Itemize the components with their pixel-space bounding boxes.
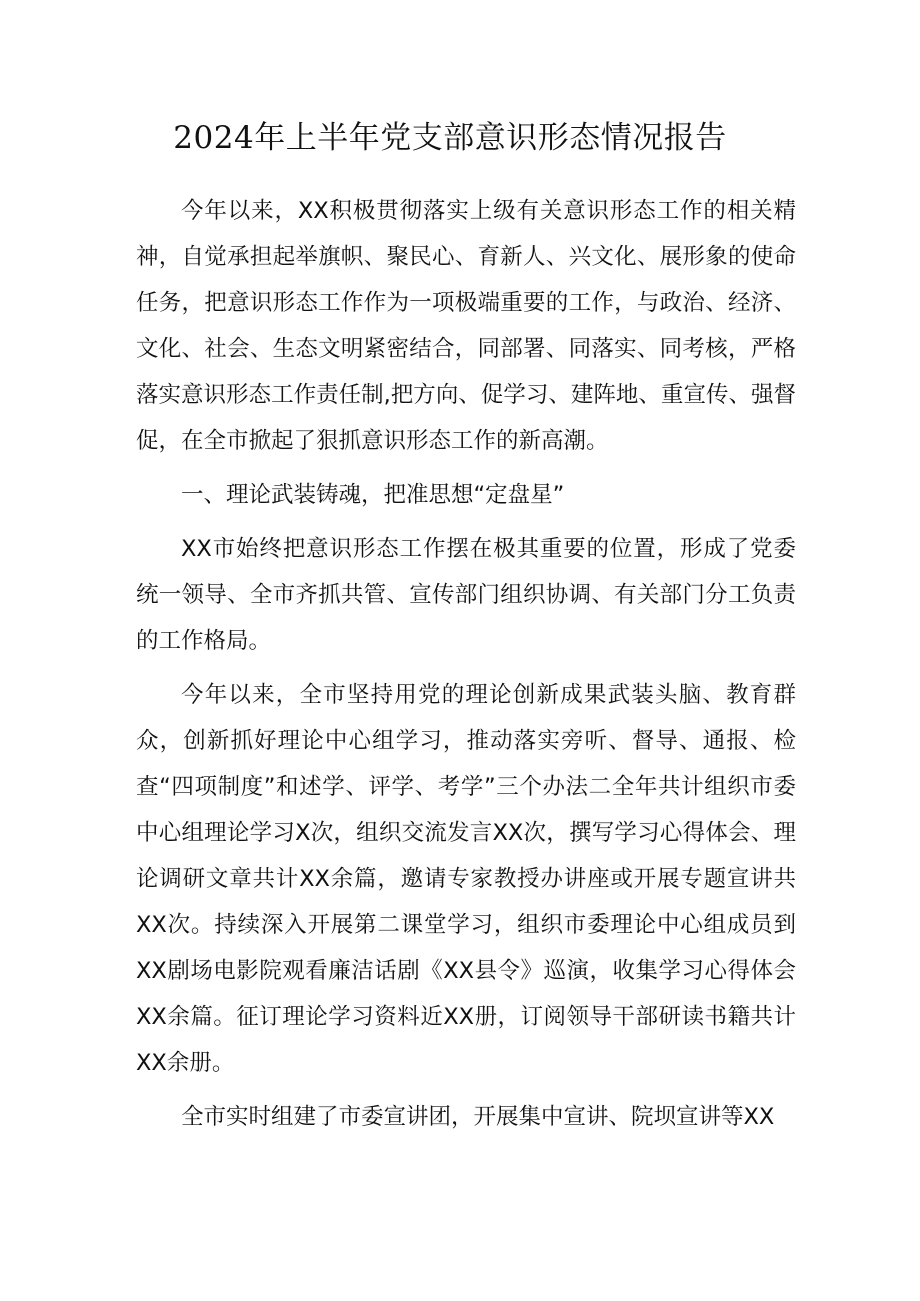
- section-1-paragraph-2: 今年以来，全市坚持用党的理论创新成果武装头脑、教育群众，创新抓好理论中心组学习，推动落实旁听、督导、通报、检查“四项制度”和述学、评学、考学”三个办法二全年共计组织市委中心组理论学习X次，组织交流发言XX次，撰写学习心得体会、理论调研文章共计XX余篇，邀请专家教授办讲座或开展专题宣讲共XX次。持续深入开展第二课堂学习，组织市委理论中心组成员到XX剧场电影院观看廉洁话剧《XX县令》巡演，收集学习心得体会XX余篇。征订理论学习资料近XX册，订阅领导干部研读书籍共计XX余册。: [136, 682, 796, 1076]
- document-body: [136, 188, 796, 1140]
- document-title: 2024年上半年党支部意识形态情况报告: [173, 120, 727, 156]
- section-1-paragraph-1: XX市始终把意识形态工作摆在极其重要的位置，形成了党委统一领导、全市齐抓共管、宣传部门组织协调、有关部门分工负责的工作格局。: [136, 536, 796, 654]
- intro-paragraph: 今年以来，XX积极贯彻落实上级有关意识形态工作的相关精神，自觉承担起举旗帜、聚民心、育新人、兴文化、展形象的使命任务，把意识形态工作作为一项极端重要的工作，与政治、经济、文化、社会、生态文明紧密结合，同部署、同落实、同考核，严格落实意识形态工作责任制,把方向、促学习、建阵地、重宣传、强督促，在全市掀起了狠抓意识形态工作的新高潮。: [136, 198, 796, 454]
- section-heading-1: 一、理论武装铸魂，把准思想“定盘星”: [181, 482, 565, 508]
- section-1-paragraph-3: 全市实时组建了市委宣讲团，开展集中宣讲、院坝宣讲等XX: [181, 1104, 775, 1130]
